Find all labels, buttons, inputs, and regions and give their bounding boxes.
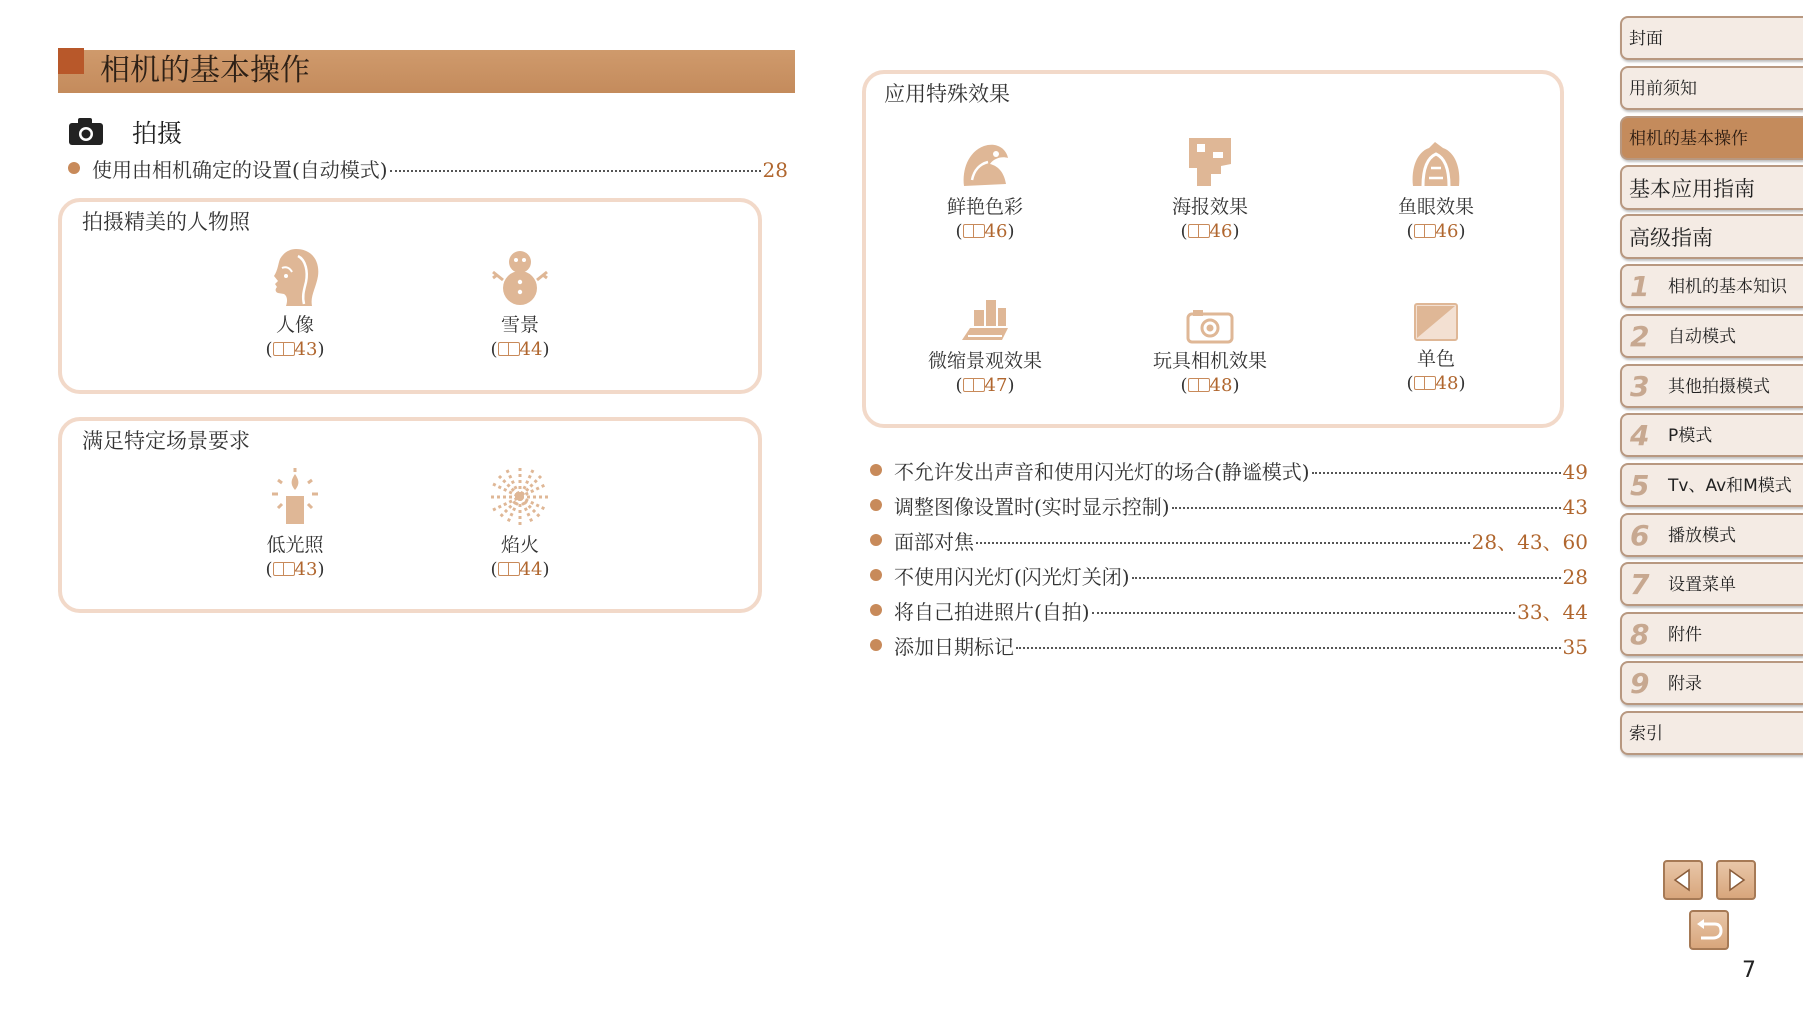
page-ref[interactable]: 28、43、60	[1471, 530, 1588, 554]
topic-item[interactable]: 不允许发出声音和使用闪光灯的场合(静谧模式) 49	[870, 456, 1588, 485]
page-ref[interactable]: ( 43)	[265, 339, 325, 360]
book-icon	[1188, 378, 1210, 392]
scene-name: 人像	[275, 314, 314, 336]
scene-fireworks[interactable]	[450, 466, 590, 582]
effect-poster[interactable]	[1140, 134, 1280, 244]
page-number: 7	[1742, 958, 1756, 983]
effect-name: 微缩景观效果	[927, 350, 1042, 372]
fireworks-icon	[489, 466, 551, 528]
camera-icon	[68, 117, 104, 147]
scene-low-light[interactable]	[225, 466, 365, 582]
book-icon	[1188, 224, 1210, 238]
title-marker	[58, 48, 84, 74]
page-ref[interactable]: ( 44)	[490, 339, 550, 360]
bullet-dot	[68, 162, 80, 174]
book-icon	[963, 378, 985, 392]
effect-fisheye[interactable]	[1366, 138, 1506, 244]
sidebar-chapter-1[interactable]: 1 相机的基本知识	[1620, 264, 1803, 308]
sidebar-chapter-6[interactable]: 6 播放模式	[1620, 513, 1803, 557]
effect-monochrome[interactable]	[1366, 302, 1506, 396]
sidebar-index[interactable]: 索引	[1620, 711, 1803, 755]
page-ref[interactable]: 28	[762, 158, 788, 182]
page-ref[interactable]: 28	[1562, 565, 1588, 589]
topic-item[interactable]: 不使用闪光灯(闪光灯关闭) 28	[870, 561, 1588, 590]
page-ref[interactable]: 35	[1562, 635, 1588, 659]
sidebar-basic-ops[interactable]: 相机的基本操作	[1620, 116, 1803, 160]
box-title: 应用特殊效果	[884, 82, 1010, 106]
topic-item[interactable]: 添加日期标记 35	[870, 631, 1588, 660]
sidebar-advanced[interactable]: 高级指南	[1620, 214, 1803, 259]
scene-snow[interactable]	[450, 246, 590, 362]
box-title: 拍摄精美的人物照	[82, 210, 250, 234]
book-icon	[498, 562, 520, 576]
candle-icon	[264, 466, 326, 528]
sidebar-chapter-5[interactable]: 5 Tv、Av和M模式	[1620, 463, 1803, 507]
sidebar-chapter-9[interactable]: 9 附录	[1620, 661, 1803, 705]
page-title: 相机的基本操作	[100, 53, 310, 88]
effect-name: 玩具相机效果	[1152, 350, 1267, 372]
return-icon	[1691, 912, 1727, 948]
return-button[interactable]	[1689, 910, 1729, 950]
vivid-color-icon	[958, 140, 1012, 190]
book-icon	[963, 224, 985, 238]
page-ref[interactable]: ( 47)	[955, 375, 1015, 396]
topic-label: 使用由相机确定的设置(自动模式)	[92, 158, 388, 182]
page-ref[interactable]: ( 46)	[955, 221, 1015, 242]
effect-toy-camera[interactable]	[1140, 308, 1280, 398]
arrow-right-icon	[1718, 862, 1754, 898]
effect-name: 单色	[1416, 348, 1455, 370]
page-ref[interactable]: ( 44)	[490, 559, 550, 580]
sidebar-chapter-3[interactable]: 3 其他拍摄模式	[1620, 364, 1803, 408]
scene-name: 低光照	[266, 534, 324, 556]
section-label: 拍摄	[132, 119, 183, 148]
topic-item[interactable]: 将自己拍进照片(自拍) 33、44	[870, 596, 1588, 625]
page-ref[interactable]: 43	[1562, 495, 1588, 519]
portrait-icon	[266, 246, 324, 308]
topic-item[interactable]: 面部对焦 28、43、60	[870, 526, 1588, 555]
box-title: 满足特定场景要求	[82, 429, 250, 453]
scene-portrait[interactable]	[225, 246, 365, 362]
section-heading	[68, 114, 182, 150]
page-ref[interactable]: ( 48)	[1180, 375, 1240, 396]
sidebar-chapter-8[interactable]: 8 附件	[1620, 612, 1803, 656]
toy-camera-icon	[1185, 308, 1235, 344]
sidebar-chapter-7[interactable]: 7 设置菜单	[1620, 562, 1803, 606]
sidebar-chapter-4[interactable]: 4 P模式	[1620, 413, 1803, 457]
page-ref[interactable]: ( 46)	[1406, 221, 1466, 242]
book-icon	[1414, 224, 1436, 238]
effect-miniature[interactable]	[915, 296, 1055, 398]
book-icon	[498, 342, 520, 356]
book-icon	[273, 342, 295, 356]
sidebar-chapter-2[interactable]: 2 自动模式	[1620, 314, 1803, 358]
page-ref[interactable]: 33、44	[1517, 600, 1588, 624]
page-ref[interactable]: ( 43)	[265, 559, 325, 580]
auto-mode-link[interactable]	[68, 154, 788, 183]
arrow-left-icon	[1665, 862, 1701, 898]
effect-name: 鲜艳色彩	[946, 196, 1023, 218]
sidebar-basic-guide[interactable]: 基本应用指南	[1620, 165, 1803, 210]
sidebar-cover[interactable]: 封面	[1620, 16, 1803, 60]
page-ref[interactable]: 49	[1562, 460, 1588, 484]
scene-name: 雪景	[500, 314, 539, 336]
poster-effect-icon	[1185, 134, 1235, 190]
scene-name: 焰火	[500, 534, 539, 556]
effect-name: 海报效果	[1171, 196, 1248, 218]
topic-item[interactable]: 调整图像设置时(实时显示控制) 43	[870, 491, 1588, 520]
page-ref[interactable]: ( 46)	[1180, 221, 1240, 242]
book-icon	[273, 562, 295, 576]
prev-page-button[interactable]	[1663, 860, 1703, 900]
book-icon	[1414, 376, 1436, 390]
fisheye-icon	[1409, 138, 1463, 190]
effect-name: 鱼眼效果	[1397, 196, 1474, 218]
miniature-icon	[958, 296, 1012, 344]
snowman-icon	[489, 246, 551, 308]
next-page-button[interactable]	[1716, 860, 1756, 900]
sidebar-notice[interactable]: 用前须知	[1620, 66, 1803, 110]
monochrome-icon	[1413, 302, 1459, 342]
effect-vivid[interactable]	[915, 140, 1055, 244]
page-ref[interactable]: ( 48)	[1406, 373, 1466, 394]
